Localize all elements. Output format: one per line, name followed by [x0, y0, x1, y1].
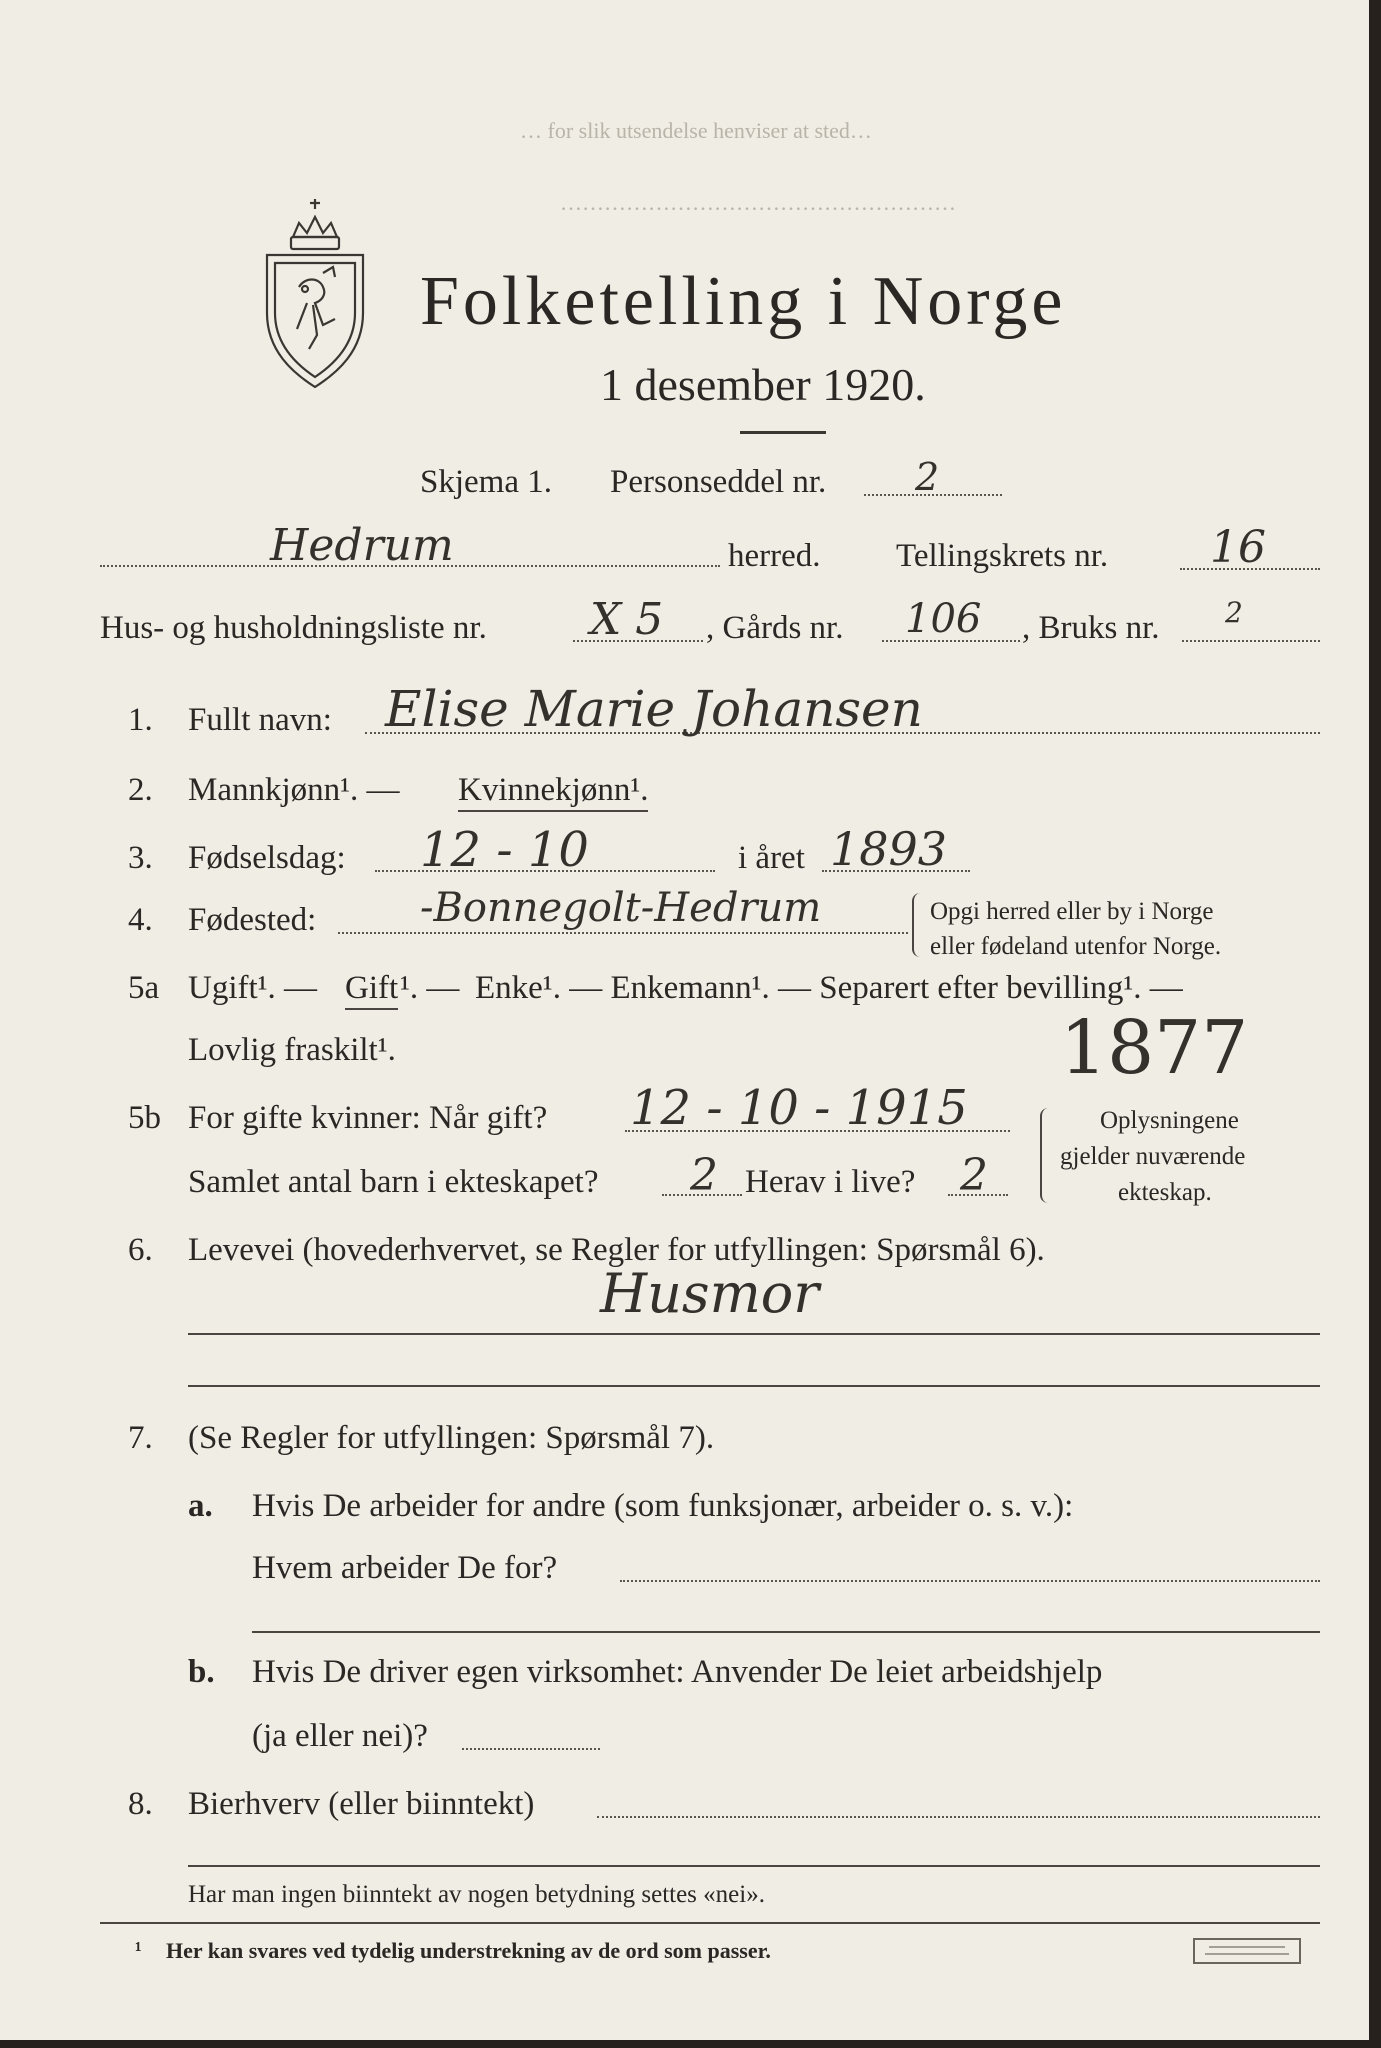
q7a-letter: a. — [188, 1488, 213, 1524]
footer-note: Har man ingen biinntekt av nogen betydning settes «nei». — [188, 1881, 765, 1908]
footnote-text: Her kan svares ved tydelig understrekning av de ord som passer. — [166, 1938, 771, 1963]
occupation-line-2[interactable] — [188, 1385, 1320, 1387]
gards-label: , Gårds nr. — [706, 610, 844, 646]
side-income-line-2[interactable] — [188, 1865, 1320, 1867]
q5a-number: 5a — [128, 970, 160, 1006]
side-income-field[interactable] — [597, 1816, 1320, 1818]
footnote-divider — [100, 1922, 1320, 1924]
q3-label: Fødselsdag: — [188, 840, 346, 876]
children-label: Samlet antal barn i ekteskapet? — [188, 1164, 599, 1200]
q5b-number: 5b — [128, 1100, 161, 1136]
q8-label: Bierhverv (eller biinntekt) — [188, 1786, 535, 1822]
q8-number: 8. — [128, 1786, 153, 1822]
q4-number: 4. — [128, 902, 153, 938]
q5b-label: For gifte kvinner: Når gift? — [188, 1100, 548, 1136]
q3-number: 3. — [128, 840, 153, 876]
q5a-annotation: 1877 — [1060, 1005, 1249, 1091]
q2-male: Mannkjønn¹. — — [188, 772, 400, 808]
q5b-note-line1: Oplysningene — [1100, 1107, 1239, 1134]
q7b-letter: b. — [188, 1654, 215, 1690]
married-date-value: 12 - 10 - 1915 — [630, 1080, 968, 1136]
children-value: 2 — [690, 1150, 718, 1201]
scan-border-right — [1369, 0, 1381, 2048]
q5a-gift-suffix: ¹. — — [400, 970, 460, 1006]
occupation-value: Husmor — [600, 1262, 820, 1325]
q4-note-line2: eller fødeland utenfor Norge. — [930, 933, 1222, 960]
bruks-value: 2 — [1225, 596, 1243, 629]
birthplace-value: -Bonnegolt-Hedrum — [420, 885, 822, 931]
title-divider — [740, 431, 826, 434]
hired-help-field[interactable] — [462, 1748, 600, 1750]
q4-note-line1: Opgi herred eller by i Norge — [930, 898, 1214, 925]
personseddel-label: Personseddel nr. — [610, 464, 827, 500]
q5b-note-line2: gjelder nuværende — [1060, 1143, 1246, 1170]
scan-border-bottom — [0, 2040, 1381, 2048]
alive-label: Herav i live? — [745, 1164, 916, 1200]
form-date: 1 desember 1920. — [600, 359, 926, 410]
q7a-text: Hvis De arbeider for andre (som funksjonær, arbeider o. s. v.): — [252, 1488, 1074, 1524]
q5a-rest: Enke¹. — Enkemann¹. — Separert efter bevilling¹. — — [475, 970, 1183, 1006]
q3-year-label: i året — [738, 840, 805, 876]
hus-value: X 5 — [590, 594, 664, 645]
q5a-ugift: Ugift¹. — — [188, 970, 318, 1006]
schema-label: Skjema 1. — [420, 464, 552, 500]
q7b-question: (ja eller nei)? — [252, 1718, 428, 1754]
q7a-question: Hvem arbeider De for? — [252, 1550, 558, 1586]
q5a-gift-underlined[interactable]: Gift — [345, 968, 398, 1010]
footnote-mark: ¹ — [135, 1937, 142, 1962]
printer-stamp — [1193, 1938, 1301, 1964]
birthplace-field[interactable] — [338, 932, 908, 934]
herred-label: herred. — [728, 538, 821, 574]
q4-label: Fødested: — [188, 902, 317, 938]
tellingskrets-label: Tellingskrets nr. — [896, 538, 1109, 574]
q6-label: Levevei (hovederhvervet, se Regler for utfyllingen: Spørsmål 6). — [188, 1232, 1045, 1268]
hus-label: Hus- og husholdningsliste nr. — [100, 610, 487, 646]
q6-number: 6. — [128, 1232, 153, 1268]
q1-label: Fullt navn: — [188, 702, 332, 738]
coat-of-arms-icon — [255, 195, 375, 395]
full-name-value: Elise Marie Johansen — [385, 680, 923, 738]
q7-number: 7. — [128, 1420, 153, 1456]
herred-value: Hedrum — [270, 520, 454, 571]
birth-year-value: 1893 — [830, 822, 948, 876]
q2-number: 2. — [128, 772, 153, 808]
q2-female-underlined[interactable]: Kvinnekjønn¹. — [458, 770, 648, 812]
q4-note-brace — [912, 893, 924, 957]
alive-value: 2 — [960, 1150, 988, 1201]
q5b-note-line3: ekteskap. — [1118, 1179, 1212, 1206]
birthday-value: 12 - 10 — [420, 822, 589, 878]
tellingskrets-value: 16 — [1210, 522, 1266, 573]
census-form-page: … for slik utsendelse henviser at sted… ……………………………………………… Folketelling i Norge 1 desember 1920. Skjema 1. Personseddel nr. 2 Hedrum herred. Tellingskrets nr. 16 Hus- og husholdningsliste nr. X 5 , Gårds nr. 106 , Bruks nr. 2 1. Fullt navn: Elise Marie Johansen 2. Mannkjønn¹. — Kvinnekjønn¹. 3. Fødselsdag: 12 - 10 i året 1893 4. Fødested: -Bonnegolt-Hedrum Opgi herred eller by i Norge eller fødeland utenfor Norge. 5a Ugift¹. — Gift ¹. — Enke¹. — Enkemann¹. — Separert efter bevilling¹. — Lovlig fraskilt¹. 1877 5b For gifte kvinner: Når gift? 12 - 10 - 1915 Samlet antal barn i ekteskapet? 2 Herav i live? 2 Oplysningene gjelder nuværende ekteskap. 6. Levevei (hovederhvervet, se Regler for utfyllingen: Spørsmål 6). Husmor 7. (Se Regler for utfyllingen: Spørsmål 7). a. Hvis De arbeider for andre (som funksjonær, arbeider o. s. v.): Hvem arbeider De for? b. Hvis De driver egen virksomhet: Anvender De leiet arbeidshjelp (ja eller nei)? 8. Bierhverv (eller biinntekt) Har man ingen biinntekt av nogen betydning settes «nei». ¹ Her kan svares ved tydelig understrekning av de ord som passer. — [0, 0, 1381, 2048]
form-title: Folketelling i Norge — [420, 263, 1067, 340]
q5a-line2: Lovlig fraskilt¹. — [188, 1032, 396, 1068]
personseddel-value: 2 — [915, 455, 940, 499]
q1-number: 1. — [128, 702, 153, 738]
q7-label: (Se Regler for utfyllingen: Spørsmål 7). — [188, 1420, 715, 1456]
gards-value: 106 — [905, 596, 982, 642]
bruks-field[interactable] — [1182, 640, 1320, 642]
bruks-label: , Bruks nr. — [1022, 610, 1160, 646]
q7b-text: Hvis De driver egen virksomhet: Anvender De leiet arbeidshjelp — [252, 1654, 1103, 1690]
q5b-note-brace — [1040, 1108, 1052, 1203]
occupation-line-1[interactable] — [188, 1333, 1320, 1335]
employer-field[interactable] — [620, 1580, 1320, 1582]
employer-line-2[interactable] — [252, 1631, 1320, 1633]
